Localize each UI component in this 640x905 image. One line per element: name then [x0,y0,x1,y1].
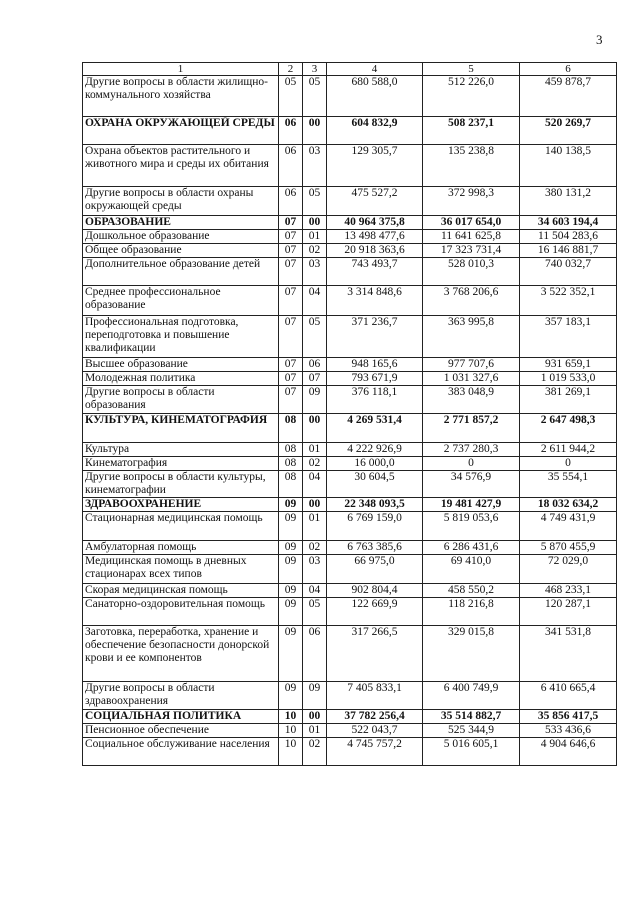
row-value-col5: 118 216,8 [423,598,520,626]
row-subsection-code: 01 [303,724,327,738]
row-name: Амбулаторная помощь [83,541,279,555]
row-value-col6: 931 659,1 [520,358,617,372]
table-row [83,230,617,244]
row-subsection-code: 05 [303,187,327,216]
row-value-col4: 3 314 848,6 [327,286,423,316]
row-value-col6: 357 183,1 [520,316,617,358]
row-name: Медицинская помощь в дневных стационарах всех типов [83,555,279,584]
row-value-col5: 2 737 280,3 [423,443,520,457]
row-name: Заготовка, переработка, хранение и обеспечение безопасности донорской крови и ее компонентов [83,626,279,682]
table-row [83,555,617,584]
row-name: ОХРАНА ОКРУЖАЮЩЕЙ СРЕДЫ [83,117,279,145]
column-header: 3 [303,63,327,76]
row-value-col5: 329 015,8 [423,626,520,682]
row-value-col4: 948 165,6 [327,358,423,372]
table-row [83,626,617,682]
row-value-col6: 2 611 944,2 [520,443,617,457]
row-subsection-code: 02 [303,457,327,471]
row-subsection-code: 02 [303,541,327,555]
row-section-code: 07 [279,386,303,414]
row-subsection-code: 04 [303,584,327,598]
row-value-col4: 122 669,9 [327,598,423,626]
row-section-code: 08 [279,414,303,443]
row-value-col6: 11 504 283,6 [520,230,617,244]
table-header-row [83,63,617,76]
row-subsection-code: 05 [303,76,327,117]
row-value-col5: 363 995,8 [423,316,520,358]
row-value-col5: 6 400 749,9 [423,682,520,710]
table-row [83,316,617,358]
table-row [83,598,617,626]
row-value-col6: 140 138,5 [520,145,617,187]
row-value-col5: 372 998,3 [423,187,520,216]
row-value-col5: 135 238,8 [423,145,520,187]
row-value-col4: 475 527,2 [327,187,423,216]
row-name: Социальное обслуживание населения [83,738,279,766]
row-subsection-code: 04 [303,286,327,316]
row-name: СОЦИАЛЬНАЯ ПОЛИТИКА [83,710,279,724]
table-row [83,541,617,555]
row-section-code: 09 [279,555,303,584]
row-value-col5: 458 550,2 [423,584,520,598]
row-value-col5: 17 323 731,4 [423,244,520,258]
row-value-col5: 19 481 427,9 [423,498,520,512]
row-section-code: 07 [279,216,303,230]
table-row [83,512,617,541]
row-value-col6: 35 554,1 [520,471,617,498]
table-row [83,738,617,766]
row-value-col6: 468 233,1 [520,584,617,598]
table-row [83,216,617,230]
row-value-col6: 0 [520,457,617,471]
row-value-col6: 120 287,1 [520,598,617,626]
column-header: 6 [520,63,617,76]
row-name: Высшее образование [83,358,279,372]
row-value-col6: 34 603 194,4 [520,216,617,230]
row-value-col4: 604 832,9 [327,117,423,145]
row-value-col6: 4 749 431,9 [520,512,617,541]
row-value-col6: 18 032 634,2 [520,498,617,512]
row-value-col5: 3 768 206,6 [423,286,520,316]
row-section-code: 08 [279,443,303,457]
row-section-code: 06 [279,187,303,216]
row-section-code: 07 [279,258,303,286]
row-section-code: 07 [279,286,303,316]
row-name: Другие вопросы в области культуры, кинематографии [83,471,279,498]
row-section-code: 09 [279,626,303,682]
row-value-col4: 371 236,7 [327,316,423,358]
row-section-code: 06 [279,145,303,187]
row-name: Охрана объектов растительного и животного мира и среды их обитания [83,145,279,187]
row-subsection-code: 09 [303,682,327,710]
table-row [83,244,617,258]
row-value-col6: 740 032,7 [520,258,617,286]
table-row [83,286,617,316]
row-section-code: 10 [279,710,303,724]
row-value-col6: 520 269,7 [520,117,617,145]
table-row [83,76,617,117]
row-name: Другие вопросы в области охраны окружающей среды [83,187,279,216]
row-value-col6: 72 029,0 [520,555,617,584]
row-subsection-code: 01 [303,443,327,457]
row-section-code: 09 [279,498,303,512]
table-row [83,443,617,457]
row-value-col5: 11 641 625,8 [423,230,520,244]
row-value-col4: 4 222 926,9 [327,443,423,457]
row-value-col4: 4 269 531,4 [327,414,423,443]
budget-table [82,62,617,766]
row-value-col4: 4 745 757,2 [327,738,423,766]
row-subsection-code: 00 [303,498,327,512]
row-value-col6: 1 019 533,0 [520,372,617,386]
row-name: Молодежная политика [83,372,279,386]
row-value-col5: 508 237,1 [423,117,520,145]
row-section-code: 10 [279,724,303,738]
row-value-col5: 528 010,3 [423,258,520,286]
row-value-col5: 6 286 431,6 [423,541,520,555]
row-value-col4: 793 671,9 [327,372,423,386]
row-section-code: 07 [279,244,303,258]
row-name: Профессиональная подготовка, переподготовка и повышение квалификации [83,316,279,358]
table-row [83,498,617,512]
row-section-code: 09 [279,512,303,541]
row-value-col4: 37 782 256,4 [327,710,423,724]
row-value-col6: 380 131,2 [520,187,617,216]
row-value-col4: 40 964 375,8 [327,216,423,230]
row-section-code: 07 [279,372,303,386]
row-name: Другие вопросы в области здравоохранения [83,682,279,710]
row-value-col6: 4 904 646,6 [520,738,617,766]
row-value-col6: 3 522 352,1 [520,286,617,316]
row-value-col4: 376 118,1 [327,386,423,414]
row-subsection-code: 05 [303,316,327,358]
table-row [83,145,617,187]
row-value-col4: 7 405 833,1 [327,682,423,710]
row-name: Кинематография [83,457,279,471]
row-value-col4: 743 493,7 [327,258,423,286]
row-value-col5: 5 016 605,1 [423,738,520,766]
row-subsection-code: 04 [303,471,327,498]
row-value-col4: 22 348 093,5 [327,498,423,512]
column-header: 1 [83,63,279,76]
row-value-col5: 0 [423,457,520,471]
row-section-code: 05 [279,76,303,117]
row-value-col4: 317 266,5 [327,626,423,682]
row-value-col6: 6 410 665,4 [520,682,617,710]
row-name: Стационарная медицинская помощь [83,512,279,541]
row-value-col5: 34 576,9 [423,471,520,498]
row-name: Санаторно-оздоровительная помощь [83,598,279,626]
row-section-code: 07 [279,230,303,244]
column-header: 5 [423,63,520,76]
table-row [83,187,617,216]
row-name: ЗДРАВООХРАНЕНИЕ [83,498,279,512]
row-value-col6: 35 856 417,5 [520,710,617,724]
table-row [83,258,617,286]
table-row [83,584,617,598]
table-row [83,386,617,414]
row-value-col5: 2 771 857,2 [423,414,520,443]
row-value-col4: 13 498 477,6 [327,230,423,244]
row-subsection-code: 01 [303,230,327,244]
table-row [83,358,617,372]
row-value-col5: 35 514 882,7 [423,710,520,724]
table-row [83,457,617,471]
row-value-col4: 680 588,0 [327,76,423,117]
row-section-code: 07 [279,358,303,372]
row-value-col4: 129 305,7 [327,145,423,187]
table-row [83,372,617,386]
row-section-code: 06 [279,117,303,145]
row-section-code: 08 [279,471,303,498]
row-value-col5: 977 707,6 [423,358,520,372]
row-value-col4: 66 975,0 [327,555,423,584]
row-section-code: 09 [279,682,303,710]
row-value-col4: 20 918 363,6 [327,244,423,258]
row-subsection-code: 07 [303,372,327,386]
row-subsection-code: 01 [303,512,327,541]
row-value-col4: 902 804,4 [327,584,423,598]
row-value-col6: 16 146 881,7 [520,244,617,258]
row-subsection-code: 00 [303,414,327,443]
row-subsection-code: 00 [303,117,327,145]
row-subsection-code: 03 [303,258,327,286]
row-subsection-code: 00 [303,710,327,724]
row-value-col6: 533 436,6 [520,724,617,738]
row-name: КУЛЬТУРА, КИНЕМАТОГРАФИЯ [83,414,279,443]
row-subsection-code: 06 [303,626,327,682]
row-name: ОБРАЗОВАНИЕ [83,216,279,230]
row-value-col6: 459 878,7 [520,76,617,117]
row-value-col5: 1 031 327,6 [423,372,520,386]
row-name: Общее образование [83,244,279,258]
row-value-col6: 5 870 455,9 [520,541,617,555]
row-value-col6: 381 269,1 [520,386,617,414]
row-subsection-code: 09 [303,386,327,414]
row-name: Другие вопросы в области жилищно-коммунального хозяйства [83,76,279,117]
row-name: Среднее профессиональное образование [83,286,279,316]
row-value-col5: 69 410,0 [423,555,520,584]
column-header: 4 [327,63,423,76]
row-value-col4: 6 769 159,0 [327,512,423,541]
row-subsection-code: 02 [303,738,327,766]
row-name: Скорая медицинская помощь [83,584,279,598]
row-subsection-code: 00 [303,216,327,230]
row-section-code: 09 [279,598,303,626]
row-value-col5: 525 344,9 [423,724,520,738]
row-value-col4: 522 043,7 [327,724,423,738]
table-row [83,414,617,443]
row-section-code: 07 [279,316,303,358]
table-row [83,117,617,145]
table-row [83,724,617,738]
row-value-col5: 383 048,9 [423,386,520,414]
row-name: Дошкольное образование [83,230,279,244]
page-number: 3 [596,32,603,47]
row-value-col5: 36 017 654,0 [423,216,520,230]
row-name: Дополнительное образование детей [83,258,279,286]
row-value-col6: 341 531,8 [520,626,617,682]
row-value-col4: 6 763 385,6 [327,541,423,555]
table-row [83,682,617,710]
row-value-col6: 2 647 498,3 [520,414,617,443]
column-header: 2 [279,63,303,76]
row-section-code: 09 [279,541,303,555]
table-row [83,471,617,498]
row-section-code: 09 [279,584,303,598]
row-section-code: 10 [279,738,303,766]
row-subsection-code: 05 [303,598,327,626]
table-row [83,710,617,724]
row-name: Пенсионное обеспечение [83,724,279,738]
row-name: Другие вопросы в области образования [83,386,279,414]
row-subsection-code: 02 [303,244,327,258]
row-subsection-code: 03 [303,555,327,584]
row-name: Культура [83,443,279,457]
row-value-col5: 5 819 053,6 [423,512,520,541]
row-subsection-code: 03 [303,145,327,187]
row-section-code: 08 [279,457,303,471]
row-value-col4: 30 604,5 [327,471,423,498]
row-value-col5: 512 226,0 [423,76,520,117]
row-subsection-code: 06 [303,358,327,372]
row-value-col4: 16 000,0 [327,457,423,471]
